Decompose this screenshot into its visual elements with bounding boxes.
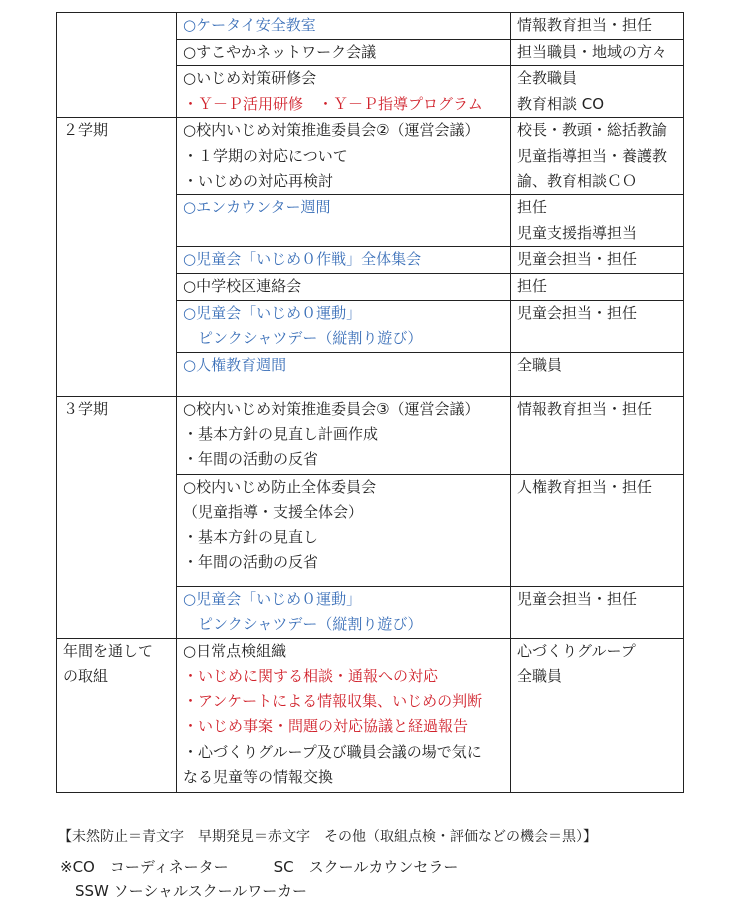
activity-line: ○中学校区連絡会 (183, 277, 302, 296)
activity-cell (177, 195, 511, 247)
abbrev-line-2: SSW ソーシャルスクールワーカー (60, 882, 307, 900)
staff-line: 児童支援指導担当 (517, 223, 638, 242)
activity-line: ○児童会「いじめ０運動」 (183, 303, 362, 322)
activity-line: ○ケータイ安全教室 (183, 16, 316, 34)
activity-line: ・いじめ事案・問題の対応協議と経過報告 (183, 717, 469, 736)
staff-line: 児童会担当・担任 (517, 589, 638, 608)
staff-line: 情報教育担当・担任 (517, 16, 653, 34)
activity-line: ○校内いじめ防止全体委員会 (183, 477, 377, 496)
activity-line: ・Ｙ－Ｐ活用研修 ・Ｙ－Ｐ指導プログラム (183, 94, 483, 113)
staff-cell (511, 638, 684, 792)
staff-line: 教育相談 CO (517, 94, 605, 113)
activity-cell (177, 66, 511, 118)
activity-line: ・いじめに関する相談・通報への対応 (183, 666, 439, 685)
staff-cell (511, 40, 684, 66)
staff-line: 担当職員・地域の方々 (517, 43, 668, 61)
activity-cell (177, 352, 511, 396)
activity-line: （児童指導・支援全体会） (183, 502, 364, 521)
activity-line: ・基本方針の見直し (183, 528, 319, 547)
staff-line: 担任 (517, 277, 548, 296)
activity-line: ○すこやかネットワーク会議 (183, 43, 377, 61)
activity-line: ・基本方針の見直し計画作成 (183, 424, 379, 443)
staff-cell (511, 586, 684, 638)
plan-row (57, 638, 684, 792)
term-label: ２学期 (63, 121, 109, 140)
activity-cell (177, 40, 511, 66)
abbreviations (60, 855, 458, 903)
staff-cell (511, 13, 684, 40)
activity-line: ○児童会「いじめ０作戦」全体集会 (183, 250, 422, 269)
term-cell (57, 13, 177, 118)
staff-cell (511, 474, 684, 586)
term-cell (57, 118, 177, 396)
plan-table-body (57, 13, 684, 793)
staff-line: 情報教育担当・担任 (517, 399, 653, 418)
term-label: の取組 (63, 666, 109, 685)
staff-line: 心づくりグループ (517, 641, 636, 660)
staff-cell (511, 396, 684, 474)
staff-cell (511, 274, 684, 300)
staff-line: 全職員 (517, 355, 563, 374)
activity-line: ・アンケートによる情報収集、いじめの判断 (183, 692, 483, 711)
staff-cell (511, 195, 684, 247)
activity-cell (177, 396, 511, 474)
term-label: ３学期 (63, 399, 109, 418)
staff-line: 児童会担当・担任 (517, 303, 638, 322)
staff-cell (511, 118, 684, 195)
activity-cell (177, 247, 511, 274)
abbrev-line-1: ※CO コーディネーター SC スクールカウンセラー (60, 858, 459, 876)
activity-line: ・年間の活動の反省 (183, 553, 319, 572)
activity-line: ・年間の活動の反省 (183, 450, 319, 469)
activity-cell (177, 13, 511, 40)
activity-cell (177, 586, 511, 638)
activity-line: ○いじめ対策研修会 (183, 69, 317, 88)
term-label: 年間を通して (63, 641, 154, 660)
color-legend: 【未然防止＝青文字 早期発見＝赤文字 その他（取組点検・評価などの機会＝黒）】 (58, 829, 597, 845)
activity-line: なる児童等の情報交換 (183, 768, 334, 787)
plan-row (57, 13, 684, 40)
activity-cell (177, 638, 511, 792)
staff-line: 諭、教育相談ＣＯ (517, 171, 638, 190)
activity-line: ○校内いじめ対策推進委員会③（運営会議） (183, 399, 480, 418)
activity-line: ○校内いじめ対策推進委員会②（運営会議） (183, 121, 480, 140)
activity-line: ○エンカウンター週間 (183, 198, 331, 217)
staff-line: 校長・教頭・総括教諭 (517, 121, 668, 140)
activity-cell (177, 274, 511, 300)
term-cell (57, 638, 177, 792)
activity-line: ピンクシャツデー（縦割り遊び） (183, 614, 423, 633)
staff-cell (511, 352, 684, 396)
plan-row (57, 396, 684, 474)
activity-line: ・心づくりグループ及び職員会議の場で気に (183, 742, 482, 761)
activity-line: ○児童会「いじめ０運動」 (183, 589, 362, 608)
plan-row (57, 118, 684, 195)
staff-line: 人権教育担当・担任 (517, 477, 653, 496)
notes (58, 826, 597, 850)
staff-line: 児童指導担当・養護教 (517, 146, 668, 165)
activity-cell (177, 474, 511, 586)
plan-table (56, 12, 684, 793)
activity-cell (177, 300, 511, 352)
term-cell (57, 396, 177, 638)
activity-line: ・１学期の対応について (183, 146, 348, 165)
staff-line: 全教職員 (517, 69, 578, 88)
staff-line: 担任 (517, 198, 548, 217)
staff-line: 児童会担当・担任 (517, 250, 638, 269)
activity-cell (177, 118, 511, 195)
staff-cell (511, 247, 684, 274)
activity-line: ○人権教育週間 (183, 355, 287, 374)
staff-cell (511, 300, 684, 352)
activity-line (183, 221, 506, 246)
staff-cell (511, 66, 684, 118)
activity-line: ピンクシャツデー（縦割り遊び） (183, 328, 423, 347)
activity-line: ○日常点検組織 (183, 641, 287, 660)
staff-line: 全職員 (517, 666, 563, 685)
activity-line: ・いじめの対応再検討 (183, 171, 334, 190)
